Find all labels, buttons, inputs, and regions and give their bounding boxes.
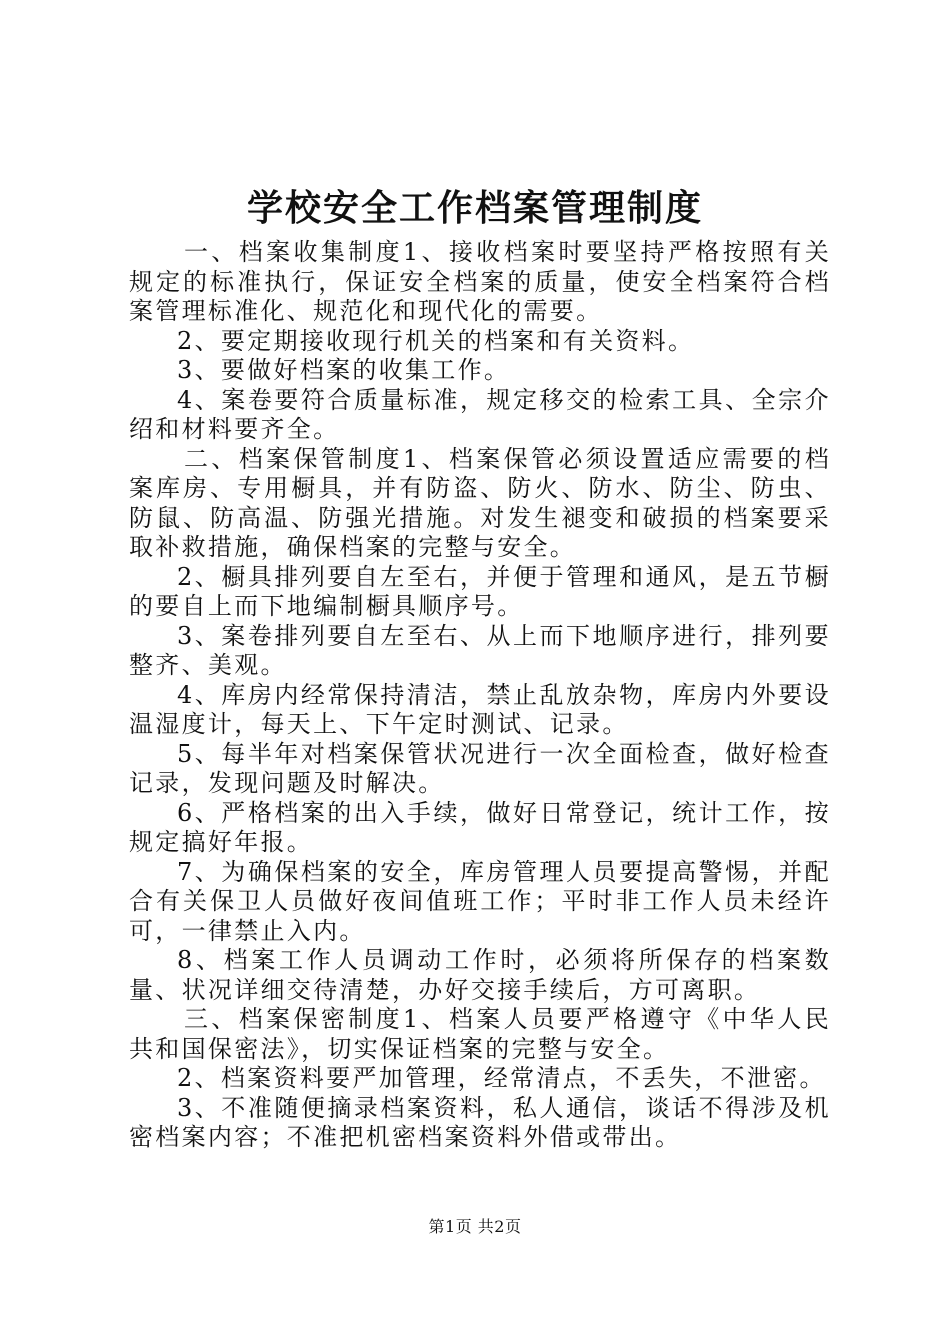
paragraph: 8、档案工作人员调动工作时，必须将所保存的档案数量、状况详细交待清楚，办好交接手续后，方可离职。: [129, 946, 831, 1004]
paragraph: 6、严格档案的出入手续，做好日常登记，统计工作，按规定搞好年报。: [129, 798, 831, 856]
paragraph: 3、要做好档案的收集工作。: [177, 356, 511, 384]
paragraph: 3、不准随便摘录档案资料，私人通信，谈话不得涉及机密档案内容；不准把机密档案资料外借或带出。: [129, 1093, 831, 1151]
paragraph: 2、橱具排列要自左至右，并便于管理和通风，是五节橱的要自上而下地编制橱具顺序号。: [129, 562, 831, 620]
paragraph: 7、为确保档案的安全，库房管理人员要提高警惕，并配合有关保卫人员做好夜间值班工作；平时非工作人员未经许可，一律禁止入内。: [129, 857, 831, 945]
paragraph-section-2: 二、档案保管制度1、档案保管必须设置适应需要的档案库房、专用橱具，并有防盗、防火、防水、防尘、防虫、防鼠、防高温、防强光措施。对发生褪变和破损的档案要采取补救措施，确保档案的完整与安全。: [129, 444, 831, 561]
paragraph: 2、要定期接收现行机关的档案和有关资料。: [177, 326, 695, 355]
paragraph-section-1: 一、档案收集制度1、接收档案时要坚持严格按照有关规定的标准执行，保证安全档案的质量，使安全档案符合档案管理标准化、规范化和现代化的需要。: [129, 238, 831, 325]
paragraph: 3、案卷排列要自左至右、从上而下地顺序进行，排列要整齐、美观。: [129, 621, 831, 679]
document-title: 学校安全工作档案管理制度: [246, 187, 703, 229]
paragraph-section-3: 三、档案保密制度1、档案人员要严格遵守《中华人民共和国保密法》，切实保证档案的完整与安全。: [129, 1005, 831, 1063]
paragraph: 4、案卷要符合质量标准，规定移交的检索工具、全宗介绍和材料要齐全。: [129, 385, 831, 443]
page-footer: 第1页 共2页: [428, 1217, 522, 1236]
paragraph: 5、每半年对档案保管状况进行一次全面检查，做好检查记录，发现问题及时解决。: [129, 739, 831, 797]
paragraph: 2、档案资料要严加管理，经常清点，不丢失，不泄密。: [177, 1064, 826, 1092]
paragraph: 4、库房内经常保持清洁，禁止乱放杂物，库房内外要设温湿度计，每天上、下午定时测试、记录。: [129, 680, 831, 738]
document-body: [129, 238, 831, 1153]
